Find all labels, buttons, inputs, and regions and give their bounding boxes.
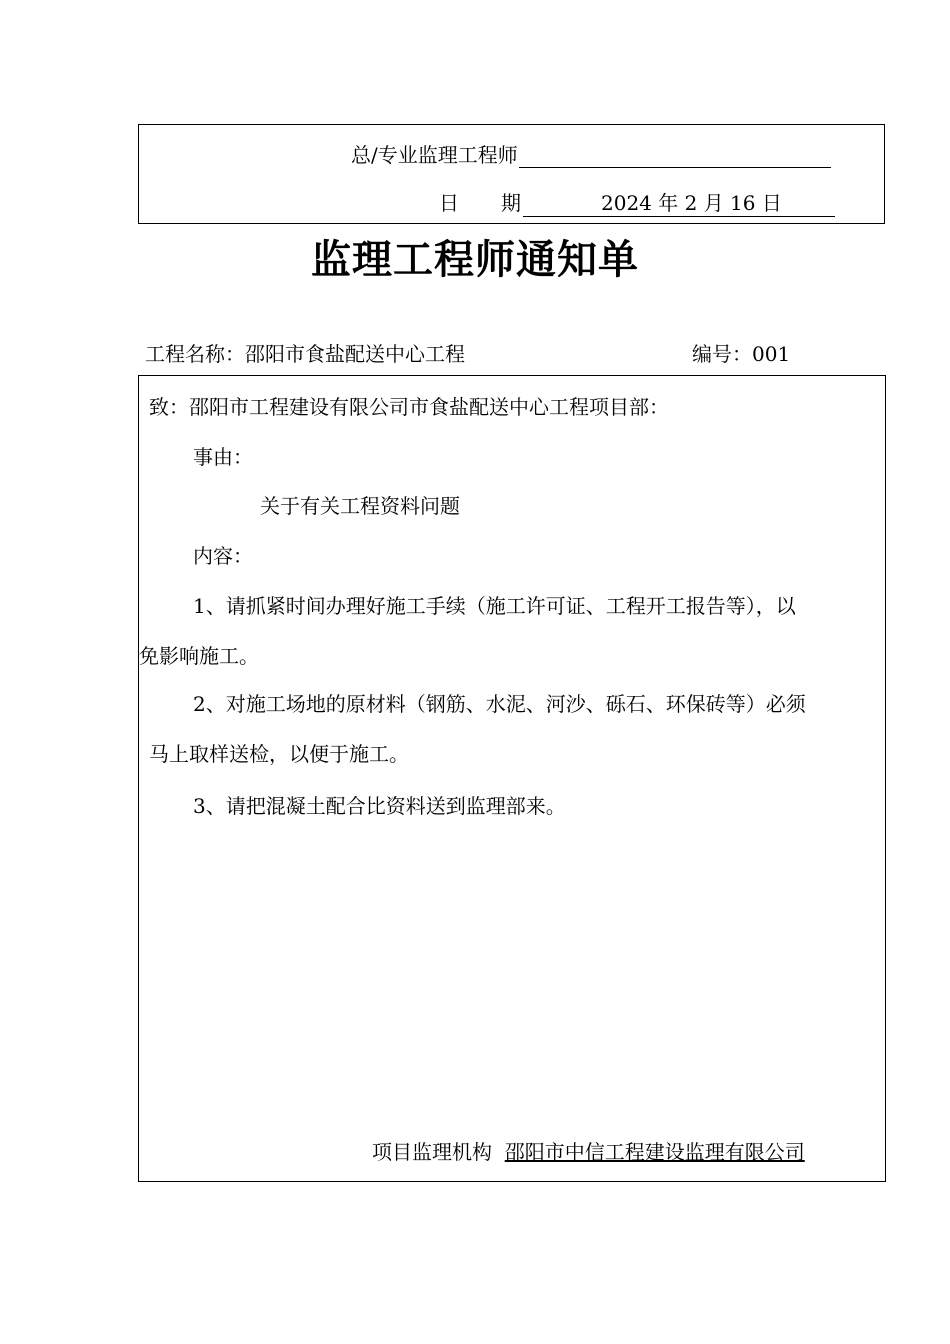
date-value: 2024 年 2 月 16 日 <box>523 187 835 217</box>
content-label: 内容： <box>193 544 253 568</box>
subject-text: 关于有关工程资料问题 <box>260 494 460 518</box>
engineer-label: 总/专业监理工程师 <box>351 143 518 167</box>
signature-blank <box>519 143 831 168</box>
subject-label: 事由： <box>193 445 253 469</box>
engineer-signature-line <box>351 139 831 168</box>
document-title: 监理工程师通知单 <box>311 237 639 283</box>
item-1-line-1: 1、请抓紧时间办理好施工手续（施工许可证、工程开工报告等），以 <box>193 594 796 618</box>
date-line <box>439 187 835 217</box>
project-number: 编号：001 <box>692 342 791 366</box>
item-2-line-1: 2、对施工场地的原材料（钢筋、水泥、河沙、砾石、环保砖等）必须 <box>193 692 806 716</box>
notice-body-box <box>138 375 886 1182</box>
agency-name: 邵阳市中信工程建设监理有限公司 <box>504 1140 805 1164</box>
date-label-day: 日 <box>439 191 459 215</box>
recipient-line: 致：邵阳市工程建设有限公司市食盐配送中心工程项目部： <box>149 395 669 419</box>
item-1-line-2: 免影响施工。 <box>139 644 259 668</box>
project-name: 工程名称：邵阳市食盐配送中心工程 <box>145 342 465 366</box>
agency-label: 项目监理机构 <box>372 1140 492 1164</box>
item-2-line-2: 马上取样送检，以便于施工。 <box>149 742 409 766</box>
agency-line <box>372 1136 805 1165</box>
item-3: 3、请把混凝土配合比资料送到监理部来。 <box>193 794 566 818</box>
date-label-period: 期 <box>501 191 521 215</box>
signature-box <box>138 124 885 224</box>
